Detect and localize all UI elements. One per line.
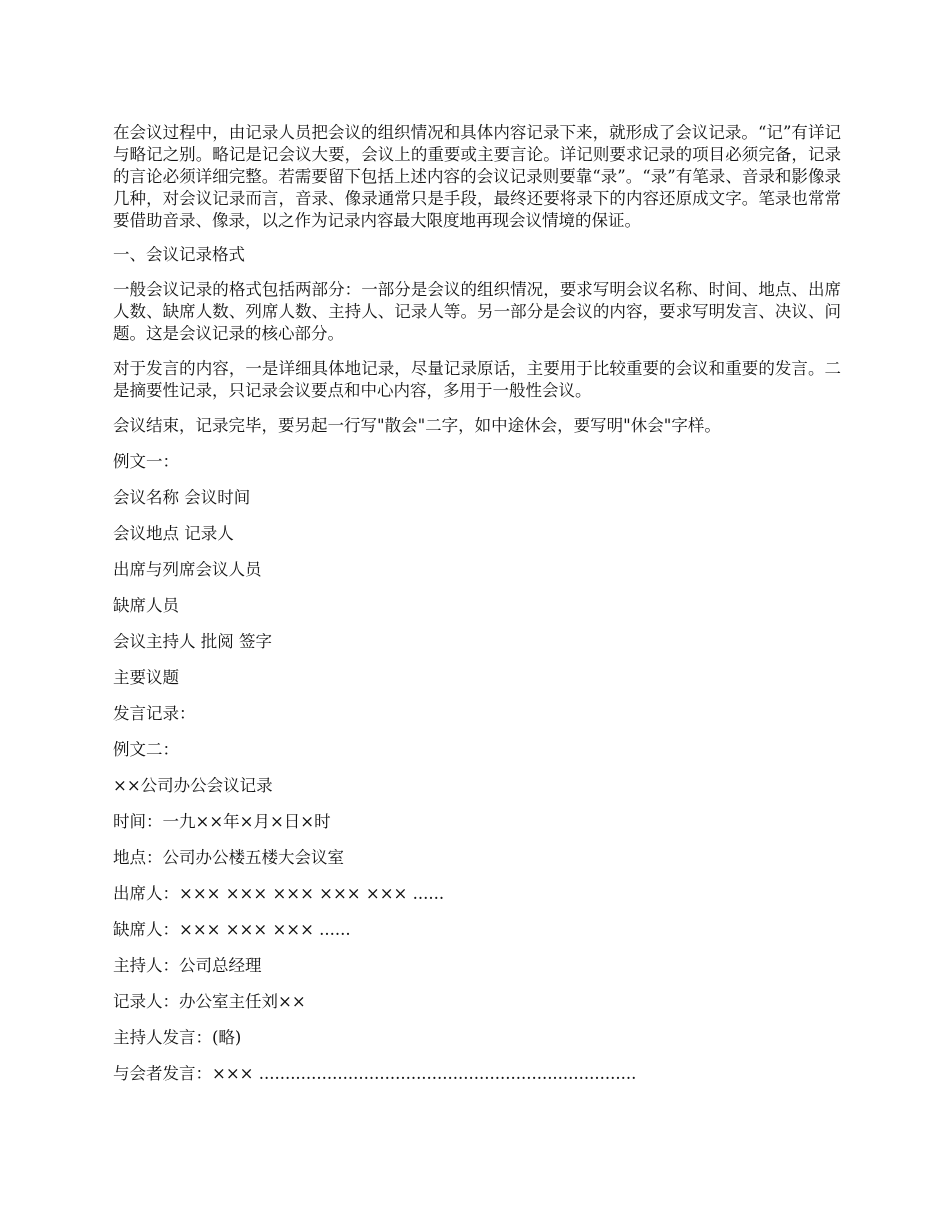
- example2-label: 例文二：: [113, 740, 179, 759]
- ending-paragraph: 会议结束，记录完毕，要另起一行写"散会"二字，如中途休会，要写明"休会"字样。: [113, 416, 721, 435]
- example1-line: 会议名称 会议时间: [113, 488, 251, 507]
- example2-line: 缺席人：××× ××× ××× ......: [113, 920, 351, 939]
- example2-line: 地点：公司办公楼五楼大会议室: [113, 848, 344, 867]
- example1-line: 主要议题: [113, 668, 179, 687]
- document-page: [113, 122, 841, 1099]
- format-paragraph: 一般会议记录的格式包括两部分：一部分是会议的组织情况，要求写明会议名称、时间、地点、出席人数、缺席人数、列席人数、主持人、记录人等。另一部分是会议的内容，要求写明发言、决议、问题。这是会议记录的核心部分。: [113, 280, 841, 343]
- example2-title: ××公司办公会议记录: [113, 776, 273, 795]
- section-heading: 一、会议记录格式: [113, 245, 245, 264]
- example2-line: 出席人：××× ××× ××× ××× ××× ......: [113, 884, 445, 903]
- example2-line: 主持人发言：(略): [113, 1028, 242, 1047]
- example2-line: 时间：一九××年×月×日×时: [113, 812, 331, 831]
- example2-line: 主持人：公司总经理: [113, 956, 262, 975]
- example1-label: 例文一：: [113, 452, 179, 471]
- example1-line: 会议主持人 批阅 签字: [113, 632, 272, 651]
- example2-line: 与会者发言：××× ........................................................................: [113, 1064, 637, 1083]
- example2-line: 记录人：办公室主任刘××: [113, 992, 306, 1011]
- intro-paragraph: 在会议过程中，由记录人员把会议的组织情况和具体内容记录下来，就形成了会议记录。“记”有详记与略记之别。略记是记会议大要，会议上的重要或主要言论。详记则要求记录的项目必须完备，记录的言论必须详细完整。若需要留下包括上述内容的会议记录则要靠“录”。“录”有笔录、音录和影像录几种，对会议记录而言，音录、像录通常只是手段，最终还要将录下的内容还原成文字。笔录也常常要借助音录、像录，以之作为记录内容最大限度地再现会议情境的保证。: [113, 123, 841, 230]
- speech-paragraph: 对于发言的内容，一是详细具体地记录，尽量记录原话，主要用于比较重要的会议和重要的发言。二是摘要性记录，只记录会议要点和中心内容，多用于一般性会议。: [113, 359, 841, 400]
- example1-line: 发言记录：: [113, 704, 196, 723]
- example1-line: 出席与列席会议人员: [113, 560, 262, 579]
- example1-line: 会议地点 记录人: [113, 524, 234, 543]
- example1-line: 缺席人员: [113, 596, 179, 615]
